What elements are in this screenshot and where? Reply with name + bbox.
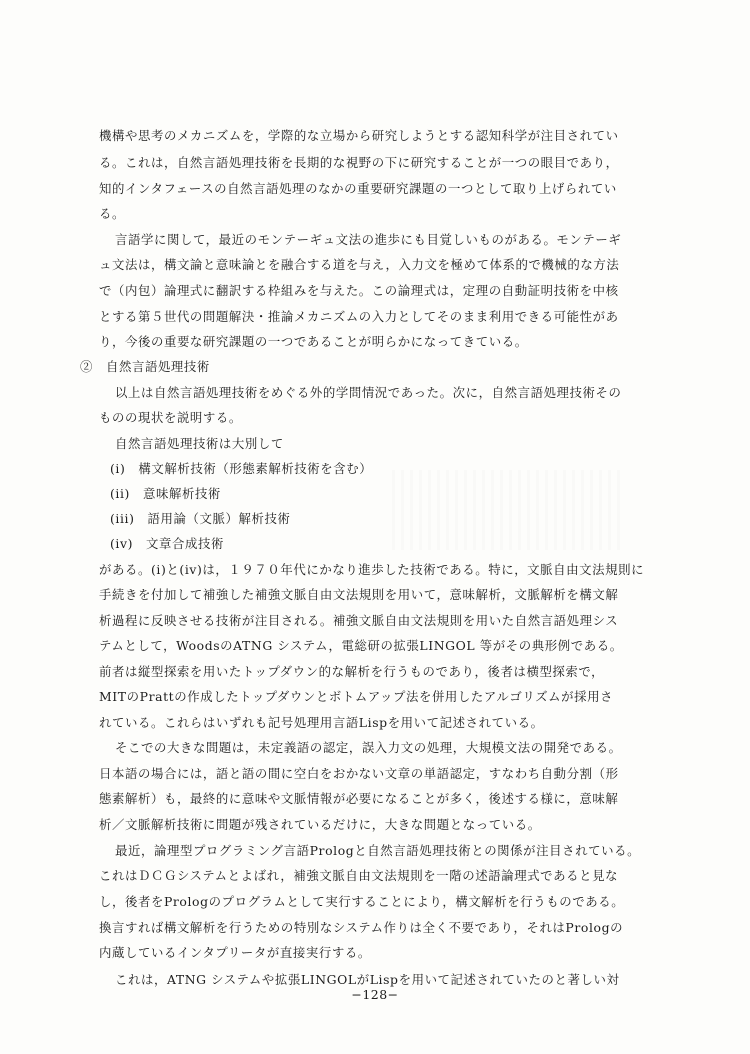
body-line: り，今後の重要な研究課題の一つであることが明らかになってきている。 (99, 334, 528, 349)
body-line: 手続きを付加して補強した補強文脈自由文法規則を用いて，意味解析，文脈解析を構文解 (99, 587, 619, 602)
body-line: 日本語の場合には，語と語の間に空白をおかない文章の単語認定，すなわち自動分割（形 (99, 766, 619, 781)
body-line: 機構や思考のメカニズムを，学際的な立場から研究しようとする認知科学が注目されてい (99, 128, 619, 143)
body-line: 換言すれば構文解析を行うための特別なシステム作りは全く不要であり，それはPrologの (99, 920, 624, 935)
list-item: (iv) 文章合成技術 (110, 536, 224, 551)
body-line: これは，ATNG システムや拡張LINGOLがLispを用いて記述されていたのと著しい対 (115, 972, 620, 987)
body-line: そこでの大きな問題は，未定義語の認定，誤入力文の処理，大規模文法の開発である。 (115, 740, 622, 755)
body-line: 態素解析）も，最終的に意味や文脈情報が必要になることが多く，後述する様に，意味解 (99, 791, 619, 806)
body-line: MITのPrattの作成したトップダウンとボトムアップ法を併用したアルゴリズムが採用さ (99, 689, 614, 704)
body-line: で（内包）論理式に翻訳する枠組みを与えた。この論理式は，定理の自動証明技術を中核 (99, 283, 619, 298)
body-line: 析過程に反映させる技術が注目される。補強文脈自由文法規則を用いた自然言語処理シス (99, 613, 619, 628)
page-number: −128− (351, 987, 399, 1002)
body-line: 言語学に関して，最近のモンテーギュ文法の進歩にも目覚しいものがある。モンテーギ (115, 232, 622, 247)
scan-smudge (392, 470, 622, 550)
body-line: る。 (99, 206, 125, 221)
body-line: とする第５世代の問題解決・推論メカニズムの入力としてそのまま利用できる可能性があ (99, 309, 619, 324)
body-line: テムとして，WoodsのATNG システム，電総研の拡張LINGOL 等がその典形例である。 (99, 638, 623, 653)
body-line: 析／文脈解析技術に問題が残されているだけに，大きな問題となっている。 (99, 817, 541, 832)
body-line: ものの現状を説明する。 (99, 410, 242, 425)
body-line: れている。これらはいずれも記号処理用言語Lispを用いて記述されている。 (99, 715, 544, 730)
body-line: し，後者をPrologのプログラムとして実行することにより，構文解析を行うものである。 (99, 894, 625, 909)
body-line: これはＤＣＧシステムとよばれ，補強文脈自由文法規則を一階の述語論理式であると見な (99, 868, 619, 883)
section-heading: ② 自然言語処理技術 (80, 359, 210, 374)
body-line: 最近，論理型プログラミング言語Prologと自然言語処理技術との関係が注目されている。 (115, 843, 641, 858)
body-line: 知的インタフェースの自然言語処理のなかの重要研究課題の一つとして取り上げられてい (99, 181, 617, 196)
body-line: 内蔵しているインタプリータが直接実行する。 (99, 945, 371, 960)
body-line: 自然言語処理技術は大別して (115, 436, 284, 451)
body-line: る。これは，自然言語処理技術を長期的な視野の下に研究することが一つの眼目であり， (99, 155, 619, 170)
body-line: ュ文法は，構文論と意味論とを融合する道を与え，入力文を極めて体系的で機械的な方法 (99, 257, 620, 272)
list-item: (iii) 語用論（文脈）解析技術 (110, 511, 291, 526)
body-line: 前者は縦型探索を用いたトップダウン的な解析を行うものであり，後者は横型探索で， (99, 664, 605, 679)
list-item: (ii) 意味解析技術 (110, 486, 221, 501)
list-item: (i) 構文解析技術（形態素解析技術を含む） (110, 461, 373, 476)
body-line: 以上は自然言語処理技術をめぐる外的学問情況であった。次に，自然言語処理技術その (115, 385, 622, 400)
body-line: がある。(i)と(iv)は，１９７０年代にかなり進歩した技術である。特に，文脈自由文法規則に (99, 562, 645, 577)
